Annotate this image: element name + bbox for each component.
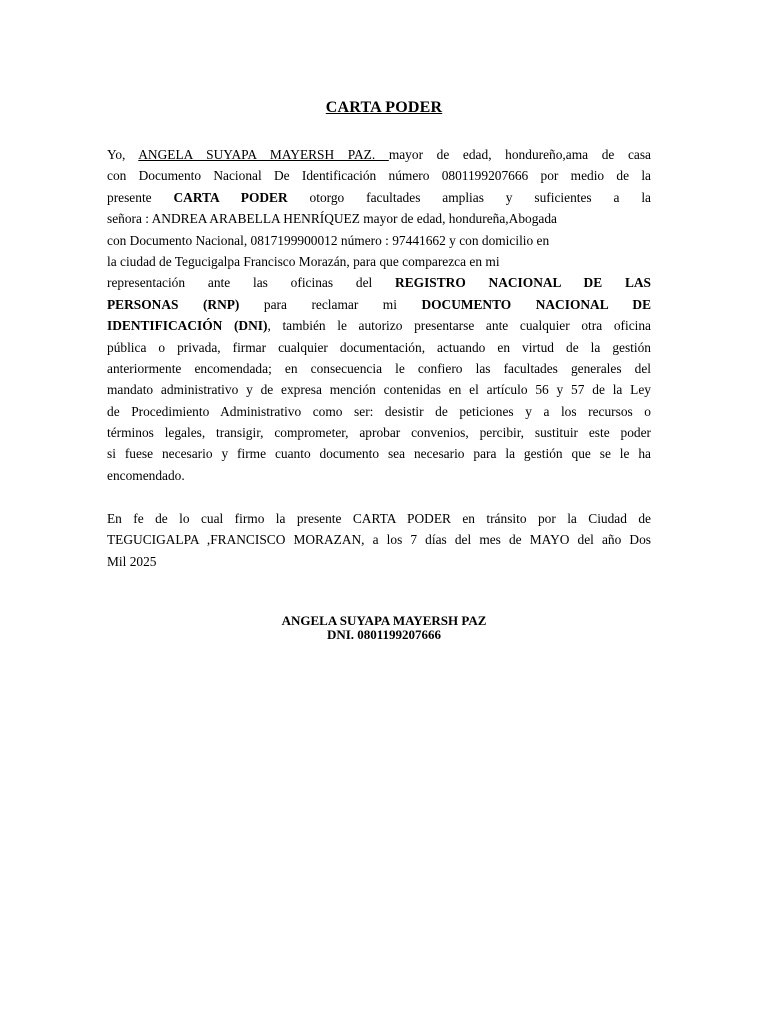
- bold-text: IDENTIFICACIÓN (DNI): [107, 318, 268, 334]
- bold-text: CARTA PODER: [173, 189, 288, 205]
- line-text: Yo,: [107, 147, 139, 162]
- paragraph-line: con Documento Nacional, 0817199900012 número : 97441662 y con domicilio en: [107, 232, 550, 248]
- paragraph-line: pública o privada, firmar cualquier documentación, actuando en virtud de la gestión: [107, 339, 651, 355]
- signature-dni: DNI. 0801199207666: [326, 627, 442, 642]
- grantor-name: ANGELA SUYAPA MAYERSH PAZ.: [138, 147, 389, 162]
- document-title: CARTA PODER: [325, 99, 443, 116]
- line-text: presente: [107, 189, 174, 205]
- signature-block: [0, 614, 768, 642]
- bold-text: DOCUMENTO NACIONAL DE: [421, 296, 651, 312]
- paragraph-line: la ciudad de Tegucigalpa Francisco Morazán, para que comparezca en mi: [107, 253, 500, 269]
- line-text: representación ante las oficinas del: [107, 275, 396, 291]
- paragraph-line: anteriormente encomendada; en consecuencia le confiero las facultades generales del: [107, 360, 651, 376]
- paragraph-line: mandato administrativo y de expresa mención contenidas en el artículo 56 y 57 de la Ley: [107, 382, 651, 398]
- paragraph-line: con Documento Nacional De Identificación número 0801199207666 por medio de la: [107, 168, 651, 184]
- paragraph-line: [107, 144, 651, 165]
- paragraph-line: [107, 272, 651, 293]
- paragraph-line: [107, 187, 651, 208]
- main-paragraph: [107, 144, 651, 486]
- paragraph-line: señora : ANDREA ARABELLA HENRÍQUEZ mayor de edad, hondureña,Abogada: [107, 211, 557, 227]
- paragraph-line: [107, 315, 651, 336]
- signature-name: ANGELA SUYAPA MAYERSH PAZ: [281, 613, 487, 628]
- paragraph-line: En fe de lo cual firmo la presente CARTA PODER en tránsito por la Ciudad de: [107, 511, 651, 526]
- bold-text: REGISTRO NACIONAL DE LAS: [395, 275, 651, 291]
- paragraph-line: Mil 2025: [107, 553, 157, 569]
- paragraph-line: términos legales, transigir, comprometer, aprobar convenios, percibir, sustituir este poder: [107, 425, 651, 441]
- line-text: mayor de edad, hondureño,ama de casa: [388, 147, 651, 162]
- line-text: , también le autorizo presentarse ante cualquier otra oficina: [267, 318, 651, 334]
- line-text: otorgo facultades amplias y suficientes a la: [287, 189, 651, 205]
- line-text: para reclamar mi: [239, 296, 422, 312]
- paragraph-line: de Procedimiento Administrativo como ser: desistir de peticiones y a los recursos o: [107, 403, 651, 419]
- paragraph-line: si fuese necesario y firme cuanto documento sea necesario para la gestión que se le ha: [107, 446, 651, 462]
- paragraph-line: TEGUCIGALPA ,FRANCISCO MORAZAN, a los 7 días del mes de MAYO del año Dos: [107, 532, 651, 548]
- closing-paragraph: [107, 508, 651, 572]
- paragraph-line: [107, 294, 651, 315]
- bold-text: PERSONAS (RNP): [107, 296, 240, 312]
- paragraph-line: encomendado.: [107, 467, 185, 483]
